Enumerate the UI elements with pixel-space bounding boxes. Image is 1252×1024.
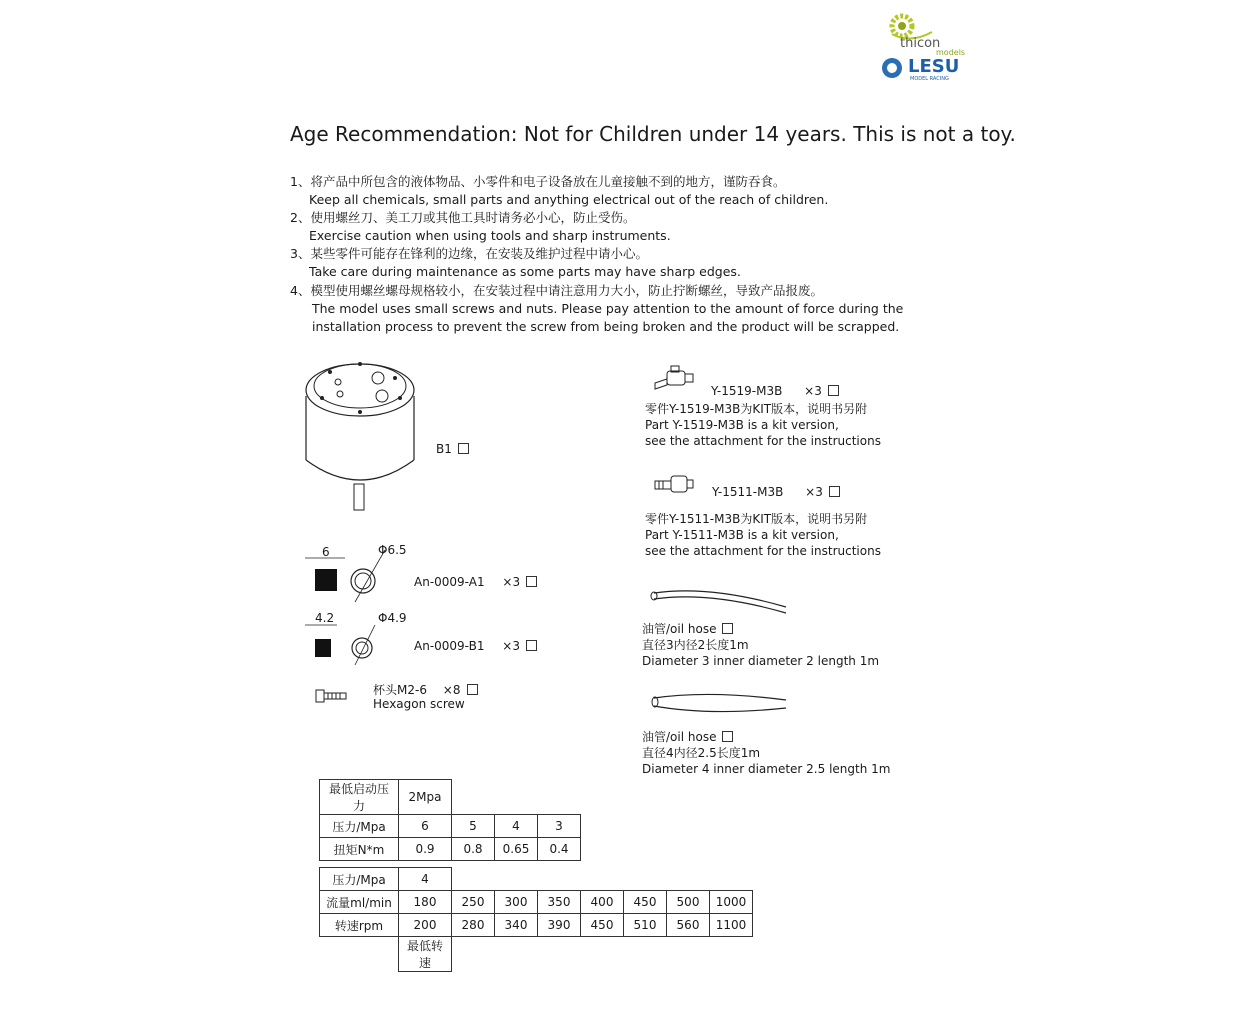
rule-4: [290, 282, 903, 336]
rule-3: [290, 245, 741, 281]
hose-2-name: 油管/oil hose: [642, 730, 717, 744]
speed-cell: 340: [495, 914, 538, 937]
part-y1519: [711, 384, 839, 398]
thicon-logo: [880, 8, 970, 56]
part-y1511-note: [645, 511, 881, 559]
part-b1: [436, 442, 469, 456]
hose-1-drawing: [650, 585, 790, 615]
hose-2-zh: 直径4内径2.5长度1m: [642, 746, 761, 760]
flow-cell: 400: [581, 891, 624, 914]
lesu-sub: MODEL RACING: [910, 76, 949, 82]
hose-1: [642, 621, 879, 669]
part-y1511-code: Y-1511-M3B: [712, 485, 784, 499]
part-y1511-en1: Part Y-1511-M3B is a kit version,: [645, 528, 839, 542]
rule-1: [290, 173, 828, 209]
part-y1511-en2: see the attachment for the instructions: [645, 544, 881, 558]
lion-icon: [880, 56, 904, 82]
fitting-y1519-drawing: [653, 365, 695, 395]
part-y1511: [712, 485, 840, 499]
flow-cell: 180: [399, 891, 452, 914]
rule-4-en-1: The model uses small screws and nuts. Please pay attention to the amount of force during the: [312, 301, 904, 316]
age-recommendation: Age Recommendation: Not for Children under 14 years. This is not a toy.: [290, 122, 1016, 146]
rule-2-en: Exercise caution when using tools and sharp instruments.: [309, 228, 671, 243]
rule-4-zh: 4、模型使用螺丝螺母规格较小，在安装过程中请注意用力大小，防止拧断螺丝，导致产品报废。: [290, 283, 823, 298]
speed-cell: 1100: [710, 914, 753, 937]
oring-a1-drawing: [305, 558, 385, 603]
min-start-label: 最低启动压力: [320, 780, 399, 815]
rule-3-zh: 3、某些零件可能存在锋利的边缘，在安装及维护过程中请小心。: [290, 246, 648, 261]
pressure-cell: 6: [399, 815, 452, 838]
oring-b1-drawing: [305, 625, 385, 665]
torque-cell: 0.4: [538, 838, 581, 861]
rule-2-zh: 2、使用螺丝刀、美工刀或其他工具时请务必小心，防止受伤。: [290, 210, 636, 225]
pressure-value-2: 4: [399, 868, 452, 891]
part-y1519-qty: ×3: [804, 384, 822, 398]
speed-cell: 560: [667, 914, 710, 937]
torque-table: [319, 779, 581, 861]
torque-cell: 0.9: [399, 838, 452, 861]
flow-cell: 500: [667, 891, 710, 914]
flow-table: [319, 867, 753, 972]
part-y1519-en2: see the attachment for the instructions: [645, 434, 881, 448]
rule-1-en: Keep all chemicals, small parts and anything electrical out of the reach of children.: [309, 192, 829, 207]
hose-2-en: Diameter 4 inner diameter 2.5 length 1m: [642, 762, 891, 776]
part-b1-code: B1: [436, 442, 452, 456]
pressure-label: 压力/Mpa: [320, 815, 399, 838]
checkbox[interactable]: [829, 486, 840, 497]
flow-cell: 350: [538, 891, 581, 914]
pressure-cell: 5: [452, 815, 495, 838]
speed-cell: 200: [399, 914, 452, 937]
hose-2-drawing: [650, 690, 790, 720]
flow-cell: 1000: [710, 891, 753, 914]
checkbox[interactable]: [526, 576, 537, 587]
speed-cell: 390: [538, 914, 581, 937]
b1o-width: 4.2: [315, 611, 335, 625]
checkbox[interactable]: [828, 385, 839, 396]
rule-3-en: Take care during maintenance as some parts may have sharp edges.: [309, 264, 741, 279]
speed-cell: 280: [452, 914, 495, 937]
min-start-value: 2Mpa: [399, 780, 452, 815]
part-screw-code: 杯头M2-6: [373, 683, 427, 697]
hose-2: [642, 729, 890, 777]
pressure-cell: 4: [495, 815, 538, 838]
rule-4-en-2: installation process to prevent the screw from being broken and the product will be scrapped.: [312, 319, 900, 334]
checkbox[interactable]: [722, 731, 733, 742]
part-y1519-en1: Part Y-1519-M3B is a kit version,: [645, 418, 839, 432]
thicon-wordmark: thicon: [900, 36, 941, 51]
flow-cell: 450: [624, 891, 667, 914]
flow-cell: 300: [495, 891, 538, 914]
torque-cell: 0.65: [495, 838, 538, 861]
rule-1-zh: 1、将产品中所包含的液体物品、小零件和电子设备放在儿童接触不到的地方，谨防吞食。: [290, 174, 786, 189]
checkbox[interactable]: [722, 623, 733, 634]
part-b1o: [414, 639, 537, 653]
part-y1511-qty: ×3: [805, 485, 823, 499]
torque-label: 扭矩N*m: [320, 838, 399, 861]
a1-width: 6: [322, 545, 330, 559]
part-screw: [373, 681, 478, 698]
part-a1-qty: ×3: [502, 575, 521, 589]
pressure-cell: 3: [538, 815, 581, 838]
part-y1519-note: [645, 401, 881, 449]
min-speed-label: 最低转速: [399, 937, 452, 972]
speed-label: 转速rpm: [320, 914, 399, 937]
part-a1-code: An-0009-A1: [414, 575, 485, 589]
hose-1-en: Diameter 3 inner diameter 2 length 1m: [642, 654, 880, 668]
lesu-logo: [880, 56, 970, 86]
part-screw-name: Hexagon screw: [373, 697, 465, 711]
pressure-label-2: 压力/Mpa: [320, 868, 399, 891]
part-b1o-qty: ×3: [502, 639, 520, 653]
flow-cell: 250: [452, 891, 495, 914]
thicon-sub: models: [936, 48, 966, 57]
a1-diameter: Φ6.5: [378, 543, 407, 557]
hose-1-name: 油管/oil hose: [642, 622, 717, 636]
part-a1: [414, 575, 537, 589]
fitting-y1511-drawing: [653, 472, 695, 502]
part-screw-qty: ×8: [442, 683, 461, 697]
part-y1511-zh: 零件Y-1511-M3B为KIT版本，说明书另附: [645, 512, 868, 526]
checkbox[interactable]: [526, 640, 537, 651]
lesu-wordmark: LESU: [908, 56, 960, 77]
checkbox[interactable]: [467, 684, 478, 695]
speed-cell: 510: [624, 914, 667, 937]
part-b1o-code: An-0009-B1: [414, 639, 485, 653]
flow-label: 流量ml/min: [320, 891, 399, 914]
pump-drawing: [300, 350, 420, 515]
part-y1519-code: Y-1519-M3B: [711, 384, 783, 398]
torque-cell: 0.8: [452, 838, 495, 861]
hose-1-zh: 直径3内径2长度1m: [642, 638, 749, 652]
part-y1519-zh: 零件Y-1519-M3B为KIT版本，说明书另附: [645, 402, 868, 416]
speed-cell: 450: [581, 914, 624, 937]
checkbox[interactable]: [458, 443, 469, 454]
rule-2: [290, 209, 671, 245]
b1o-diameter: Φ4.9: [378, 611, 407, 625]
screw-icon: [315, 688, 349, 706]
